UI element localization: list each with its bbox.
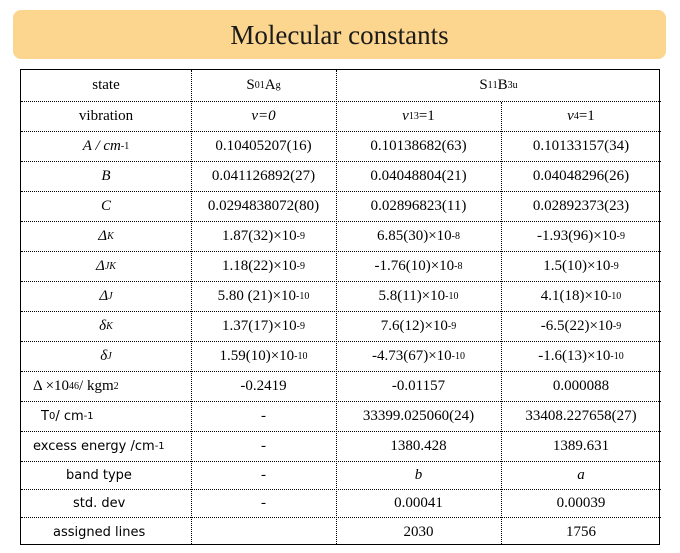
value-cell — [191, 518, 336, 546]
vibration-v0: v=0 — [251, 108, 276, 124]
vibration-v4: v 4 =1 — [567, 108, 595, 124]
value-cell: 0.02892373(23) — [532, 198, 630, 214]
value-cell: -0.2419 — [240, 378, 287, 394]
table-row — [21, 132, 661, 162]
value-cell: 0.10405207(16) — [215, 138, 312, 154]
row-label: Δ J — [99, 288, 113, 304]
value-cell: 1.37(17)×10 -9 — [221, 318, 306, 334]
value-cell: b — [414, 467, 423, 483]
row-label: Δ JK — [96, 258, 116, 274]
value-cell: 5.8(11)×10 -10 — [378, 288, 459, 304]
row-label: assigned lines — [53, 524, 146, 540]
value-cell: - — [261, 467, 266, 483]
value-cell: 1389.631 — [552, 438, 610, 454]
row-label: excess energy /cm -1 — [33, 439, 165, 454]
table-row — [21, 342, 661, 372]
constants-table — [20, 69, 660, 545]
row-label: std. dev — [73, 496, 126, 511]
value-cell: 7.6(12)×10 -9 — [380, 318, 457, 334]
value-cell: 2030 — [403, 523, 434, 540]
value-cell: -6.5(22)×10 -9 — [540, 318, 622, 334]
vibration-label: vibration — [78, 108, 134, 124]
table-row — [21, 518, 661, 546]
table-row — [21, 252, 661, 282]
value-cell: -1.93(96)×10 -9 — [536, 228, 626, 244]
row-label: δ J — [100, 348, 112, 364]
value-cell: -0.01157 — [391, 378, 446, 394]
state-s0: S 0 1 A g — [246, 77, 281, 93]
row-label: Δ ×10 46 / kgm 2 — [33, 378, 119, 394]
value-cell: 0.041126892(27) — [211, 168, 316, 184]
value-cell: 4.1(18)×10 -10 — [540, 288, 622, 304]
value-cell: 0.000088 — [552, 378, 610, 394]
value-cell: 33399.025060(24) — [362, 408, 475, 424]
row-label: band type — [66, 468, 132, 483]
table-row — [21, 490, 661, 518]
value-cell: 0.04048296(26) — [532, 168, 630, 184]
value-cell: 1.5(10)×10 -9 — [543, 258, 619, 274]
table-row — [21, 312, 661, 342]
table-row — [21, 192, 661, 222]
value-cell: 0.00039 — [556, 495, 606, 511]
value-cell: 0.02896823(11) — [370, 198, 467, 214]
value-cell: - — [261, 438, 266, 454]
row-label: C — [100, 198, 111, 214]
title-banner — [13, 10, 666, 59]
value-cell: 1756 — [566, 523, 596, 540]
table-row-vibration — [21, 102, 661, 132]
table-row — [21, 282, 661, 312]
value-cell: 0.10133157(34) — [532, 138, 630, 154]
value-cell: 5.80 (21)×10 -10 — [217, 288, 310, 304]
value-cell: - — [261, 495, 266, 511]
value-cell: 1.59(10)×10 -10 — [219, 348, 308, 364]
value-cell: - — [261, 408, 266, 424]
table-row — [21, 222, 661, 252]
state-label: state — [92, 77, 120, 93]
value-cell: 0.10138682(63) — [370, 138, 467, 154]
table-row — [21, 462, 661, 490]
page-title: Molecular constants — [230, 20, 449, 50]
row-label: T 0 / cm -1 — [41, 409, 94, 424]
row-label: δ K — [99, 318, 113, 334]
table-row — [21, 162, 661, 192]
table-row — [21, 432, 661, 462]
value-cell: 0.00041 — [394, 495, 443, 511]
value-cell: 6.85(30)×10 -8 — [376, 228, 461, 244]
value-cell: -1.6(13)×10 -10 — [538, 348, 624, 364]
value-cell: 33408.227658(27) — [525, 408, 637, 424]
row-label: A / cm -1 — [82, 138, 130, 154]
value-cell: 0.04048804(21) — [370, 168, 467, 184]
value-cell: -4.73(67)×10 -10 — [371, 348, 466, 364]
value-cell: -1.76(10)×10 -8 — [374, 258, 463, 274]
row-label: Δ K — [98, 228, 114, 244]
value-cell: a — [577, 467, 585, 483]
table-row — [21, 402, 661, 432]
state-s1: S 1 1 B 3u — [479, 77, 518, 93]
value-cell: 0.0294838072(80) — [207, 198, 320, 214]
table-row — [21, 372, 661, 402]
row-label: B — [101, 168, 111, 184]
value-cell: 1.87(32)×10 -9 — [221, 228, 306, 244]
value-cell: 1380.428 — [390, 438, 447, 454]
table-row-state — [21, 70, 661, 102]
value-cell: 1.18(22)×10 -9 — [221, 258, 306, 274]
vibration-v13: v 13 =1 — [402, 108, 435, 124]
